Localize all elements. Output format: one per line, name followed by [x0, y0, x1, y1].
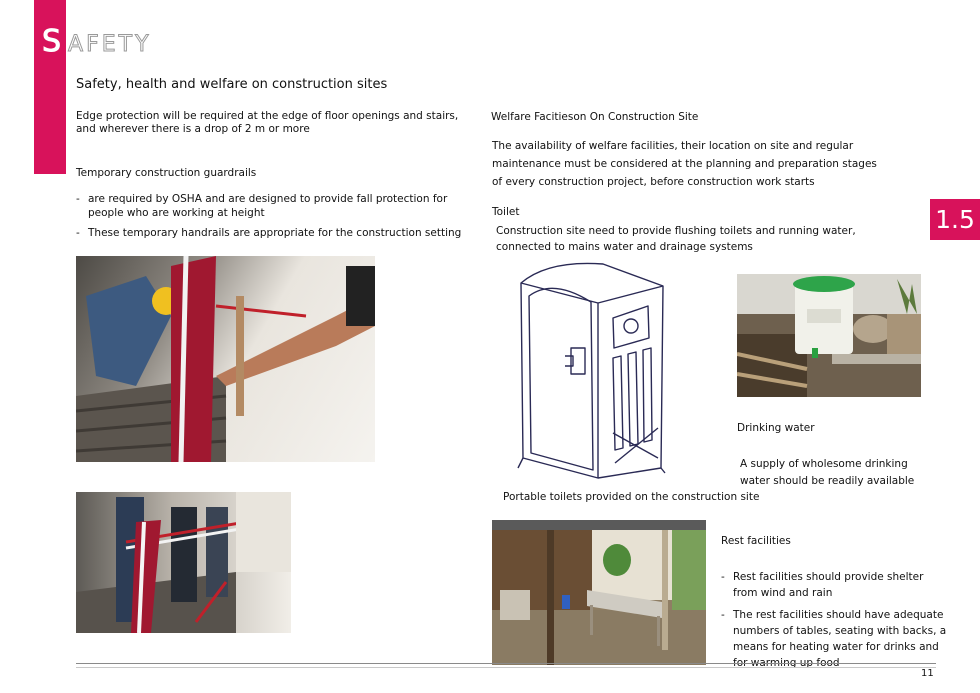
list-item: - These temporary handrails are appropriate for the construction setting	[76, 226, 486, 240]
title-initial: S	[42, 24, 63, 59]
stair-guardrail-photo-2	[76, 492, 291, 633]
toilet-caption: Portable toilets provided on the construction site	[503, 491, 760, 503]
rest-heading: Rest facilities	[721, 535, 791, 547]
welfare-text: The availability of welfare facilities, their location on site and regular maintenance must be considered at the planning and preparation stages of every construction project, before construction work starts	[492, 140, 877, 188]
water-text: A supply of wholesome drinking water should be readily available	[740, 458, 915, 487]
drinking-water-photo	[737, 274, 921, 397]
footer-divider	[76, 663, 936, 664]
portable-toilet-sketch	[513, 258, 673, 480]
section-number: 1.5	[935, 205, 975, 234]
list-item: - The rest facilities should have adequate numbers of tables, seating with backs, a means for heating water for drinks and for warming up food	[721, 607, 951, 671]
guardrails-list	[76, 192, 486, 246]
stair-guardrail-photo-1	[76, 256, 375, 462]
guardrails-heading: Temporary construction guardrails	[76, 167, 257, 179]
footer-divider-2	[76, 667, 936, 668]
list-item: - Rest facilities should provide shelter from wind and rain	[721, 569, 951, 601]
page-title	[42, 24, 152, 64]
rest-facilities-photo	[492, 520, 706, 665]
rest-list	[721, 569, 951, 677]
section-number-tab	[930, 199, 980, 240]
toilet-heading: Toilet	[492, 206, 520, 218]
intro-text: Edge protection will be required at the edge of floor openings and stairs, and wherever there is a drop of 2 m or more	[76, 110, 459, 135]
subtitle: Safety, health and welfare on construction sites	[76, 77, 388, 92]
welfare-heading: Welfare Facitieson On Construction Site	[491, 111, 699, 123]
title-rest: AFETY	[68, 32, 152, 57]
toilet-text: Construction site need to provide flushing toilets and running water, connected to mains water and drainage systems	[496, 225, 856, 253]
water-heading: Drinking water	[737, 422, 815, 434]
list-item: - are required by OSHA and are designed to provide fall protection for people who are working at height	[76, 192, 486, 220]
page-number: 11	[921, 668, 934, 679]
